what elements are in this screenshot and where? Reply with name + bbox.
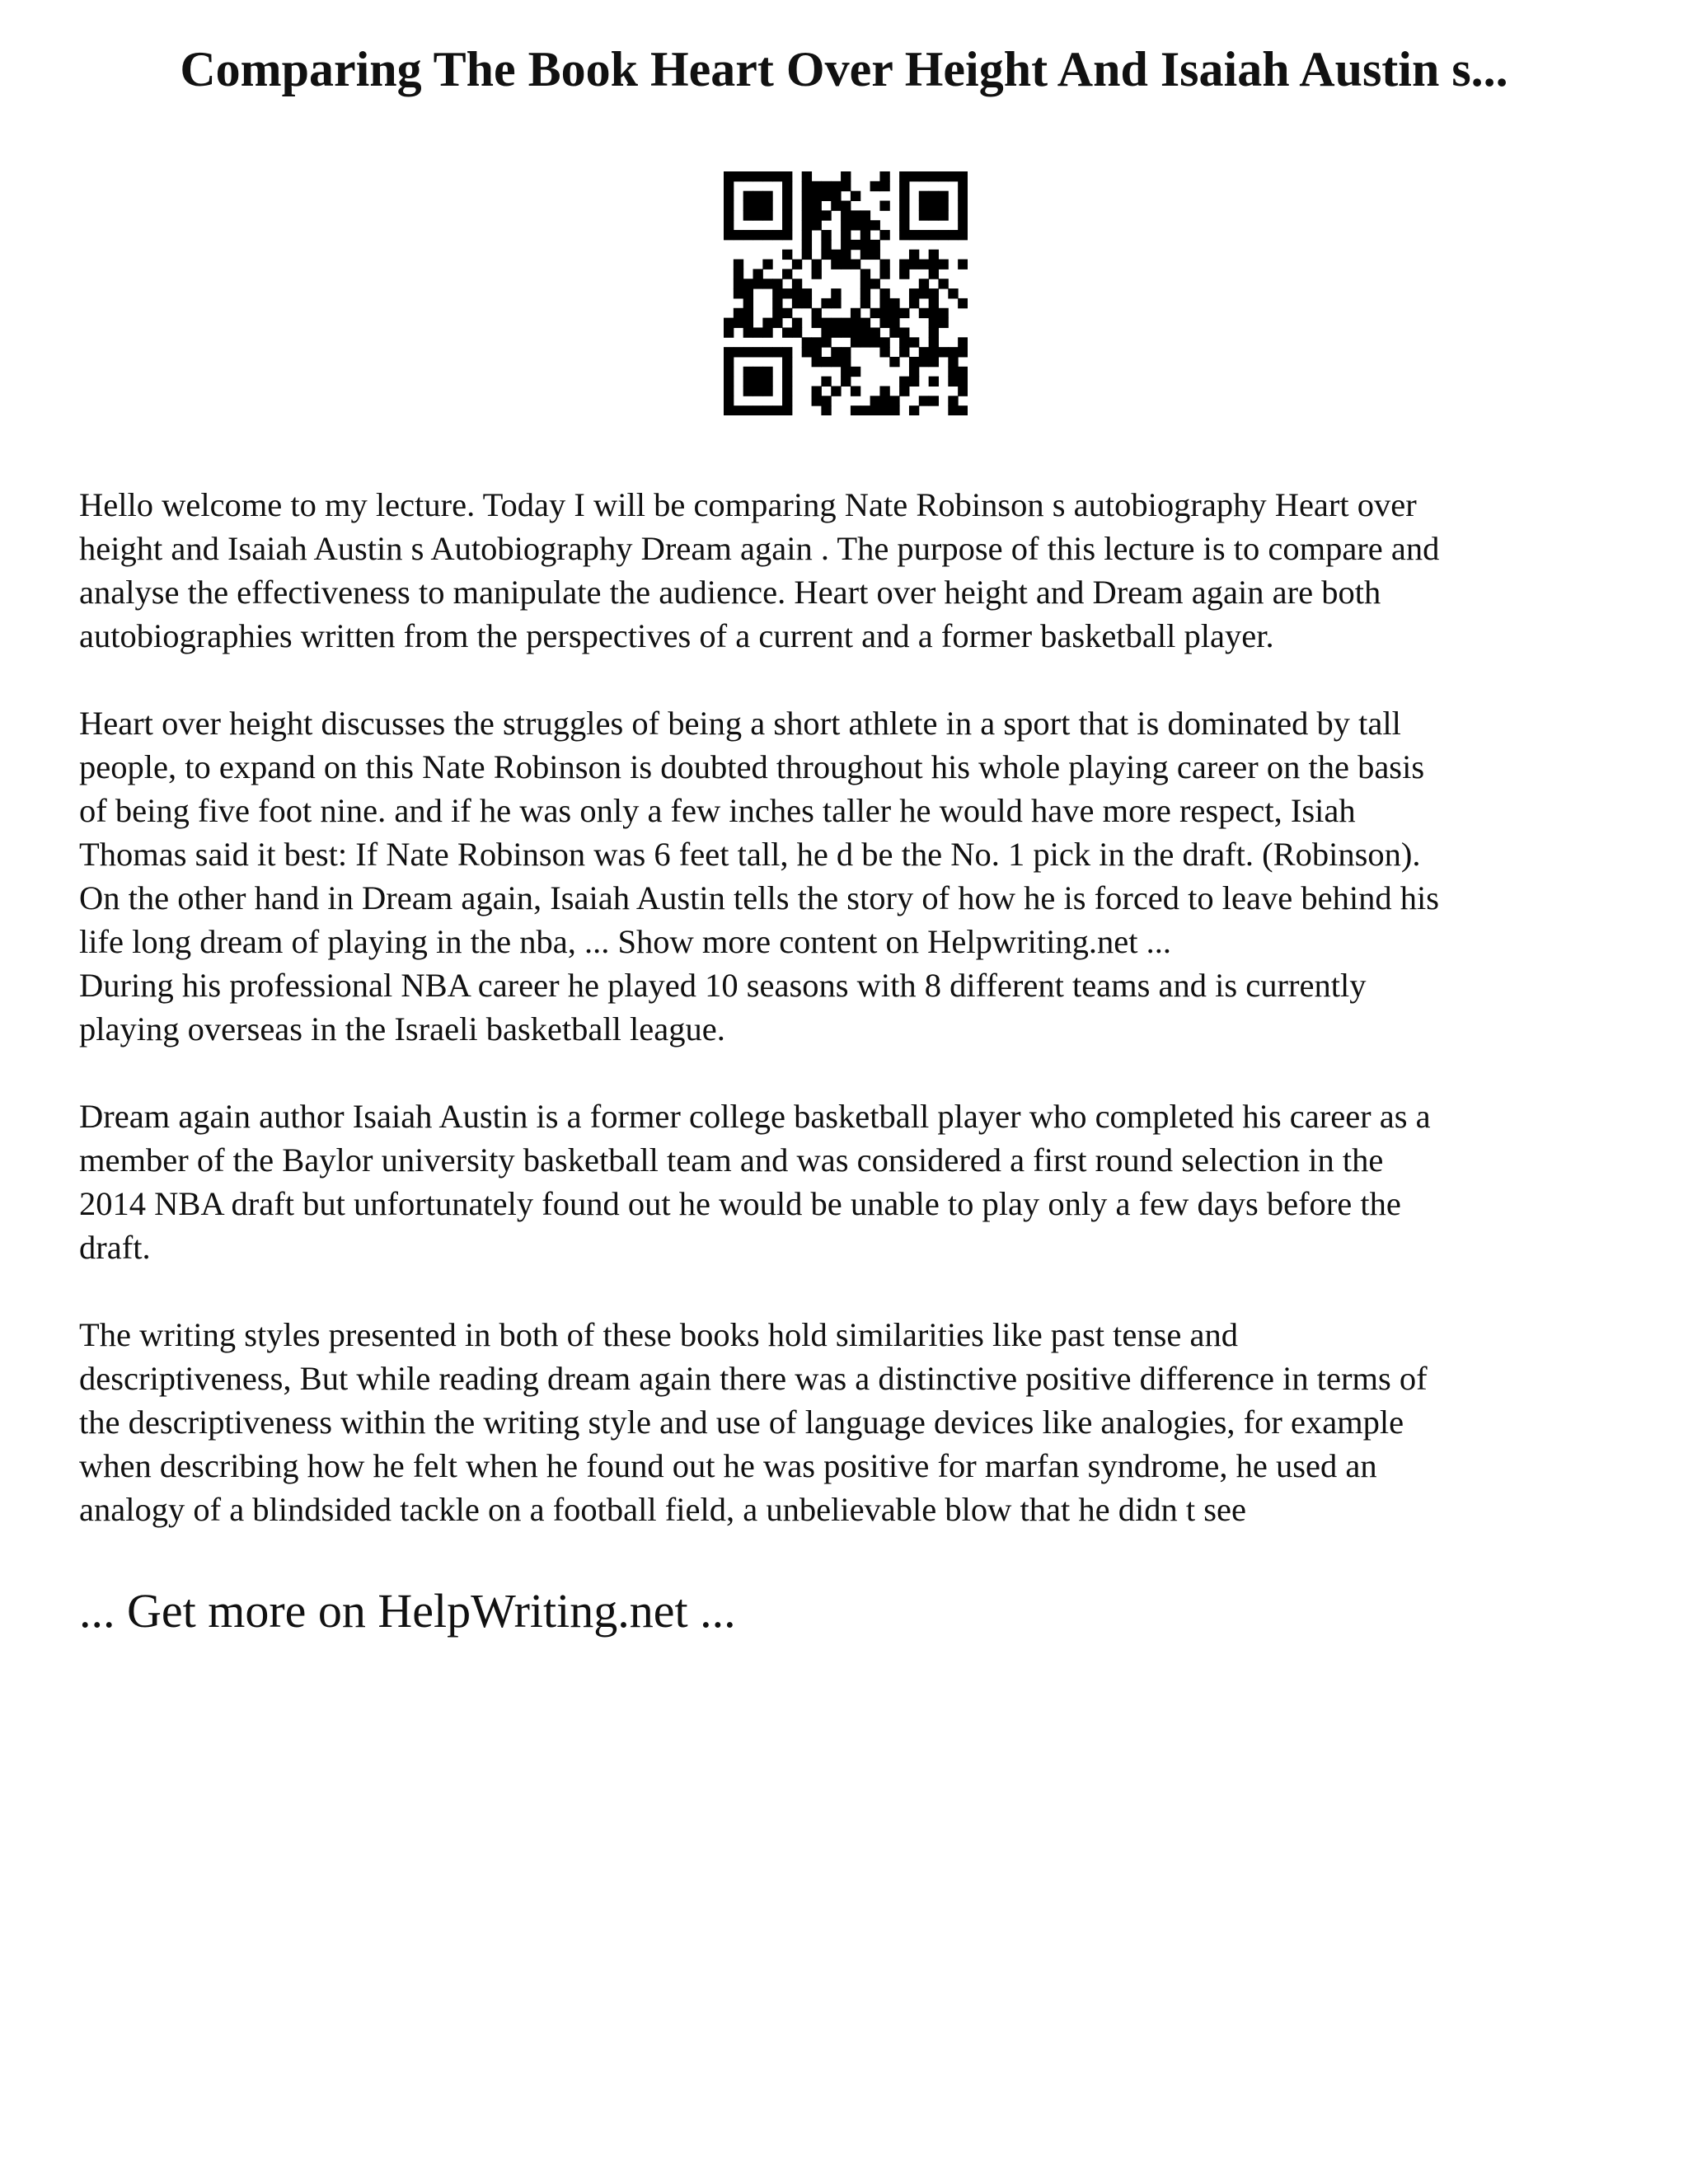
text-line: member of the Baylor university basketball team and was considered a first round selection in the <box>79 1141 1384 1179</box>
paragraph-intro <box>79 483 1629 658</box>
paragraph-dream-again <box>79 1094 1629 1269</box>
page-title: Comparing The Book Heart Over Height And Isaiah Austin s... <box>180 42 1508 96</box>
text-line: Hello welcome to my lecture. Today I will be comparing Nate Robinson s autobiography Heart over <box>79 486 1417 523</box>
text-line: Heart over height discusses the struggles of being a short athlete in a sport that is dominated by tall <box>79 705 1401 742</box>
text-line: During his professional NBA career he played 10 seasons with 8 different teams and is currently <box>79 967 1367 1004</box>
text-line: the descriptiveness within the writing style and use of language devices like analogies, for example <box>79 1404 1404 1441</box>
text-line: people, to expand on this Nate Robinson is doubted throughout his whole playing career on the basis <box>79 748 1425 785</box>
text-line: The writing styles presented in both of these books hold similarities like past tense and <box>79 1316 1238 1353</box>
text-line: Thomas said it best: If Nate Robinson was 6 feet tall, he d be the No. 1 pick in the draft. (Robinson). <box>79 836 1421 873</box>
text-line: Dream again author Isaiah Austin is a former college basketball player who completed his career as a <box>79 1098 1431 1135</box>
text-line: playing overseas in the Israeli basketball league. <box>79 1010 725 1047</box>
paragraph-writing-styles <box>79 1313 1629 1531</box>
get-more-link[interactable]: ... Get more on HelpWriting.net ... <box>79 1584 736 1638</box>
text-line: 2014 NBA draft but unfortunately found out he would be unable to play only a few days before the <box>79 1185 1401 1222</box>
paragraph-nba-career <box>79 963 1629 1051</box>
text-line: On the other hand in Dream again, Isaiah Austin tells the story of how he is forced to leave behind his <box>79 879 1439 916</box>
text-line: height and Isaiah Austin s Autobiography Dream again . The purpose of this lecture is to compare and <box>79 530 1440 567</box>
text-line: draft. <box>79 1229 151 1266</box>
qr-code-graphic <box>724 171 968 415</box>
text-line: autobiographies written from the perspectives of a current and a former basketball player. <box>79 617 1274 654</box>
text-line: life long dream of playing in the nba, ... Show more content on Helpwriting.net ... <box>79 923 1171 960</box>
paragraph-heart-over-height <box>79 701 1629 963</box>
text-line: analogy of a blindsided tackle on a football field, a unbelievable blow that he didn t see <box>79 1491 1246 1528</box>
text-line: when describing how he felt when he found out he was positive for marfan syndrome, he used an <box>79 1447 1377 1484</box>
qr-code[interactable] <box>724 171 968 415</box>
text-line: analyse the effectiveness to manipulate the audience. Heart over height and Dream again are both <box>79 574 1381 611</box>
text-line: descriptiveness, But while reading dream again there was a distinctive positive difference in terms of <box>79 1360 1428 1397</box>
article-body <box>79 483 1629 1575</box>
text-line: of being five foot nine. and if he was only a few inches taller he would have more respect, Isiah <box>79 792 1356 829</box>
